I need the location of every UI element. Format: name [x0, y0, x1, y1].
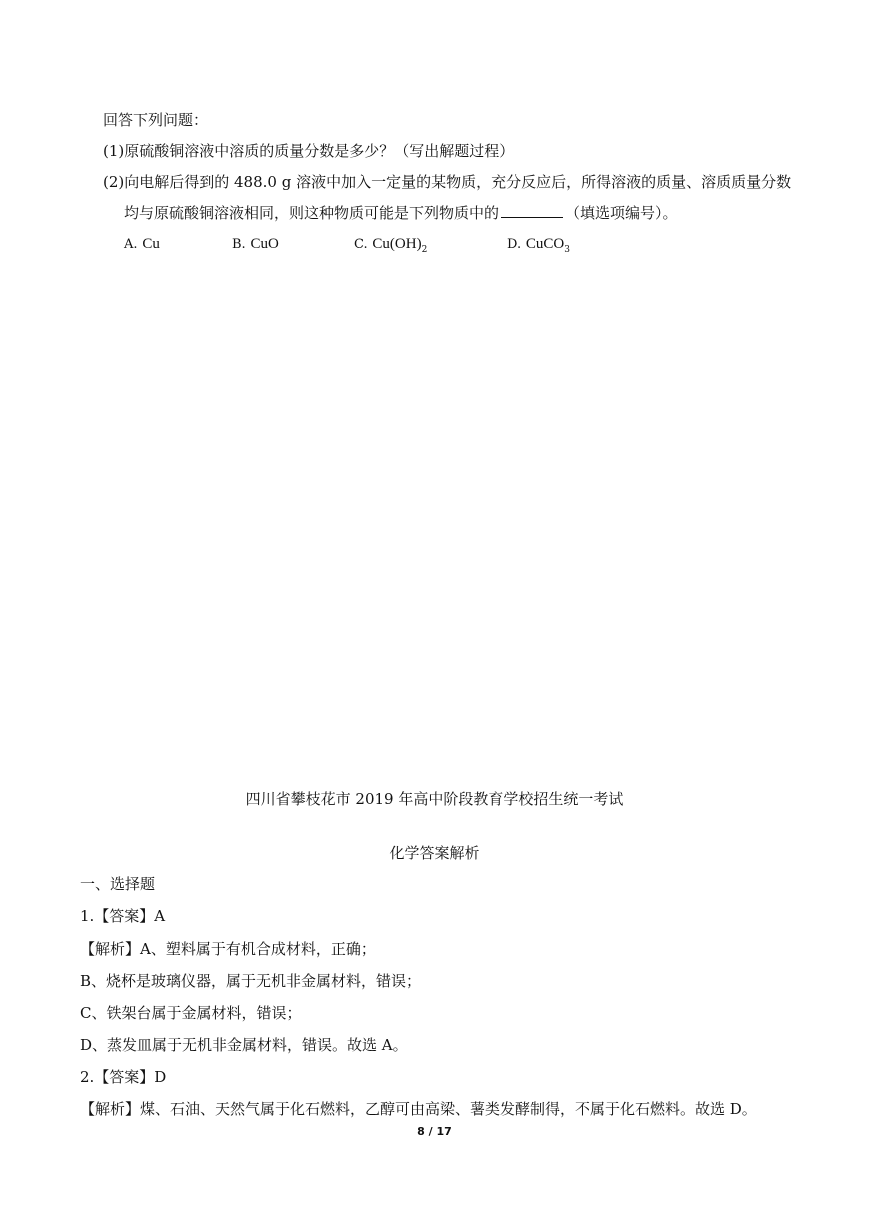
option-subscript: 2	[421, 245, 428, 255]
option-formula: CuCO	[525, 236, 565, 252]
question-2-text-after: （填选项编号）。	[565, 204, 678, 222]
option-formula: Cu(OH)	[372, 236, 422, 252]
section-heading: 一、选择题	[80, 875, 156, 893]
page-number: 8 / 17	[417, 1125, 452, 1138]
option-letter: A.	[124, 237, 138, 252]
answer-1: 1.【答案】A	[80, 907, 166, 925]
option-b	[232, 233, 279, 255]
option-a	[124, 233, 160, 255]
question-intro: 回答下列问题：	[103, 111, 209, 129]
question-1: (1)原硫酸铜溶液中溶质的质量分数是多少？（写出解题过程）	[103, 142, 515, 160]
option-letter: D.	[507, 237, 522, 252]
exam-title: 四川省攀枝花市 2019 年高中阶段教育学校招生统一考试	[245, 790, 624, 808]
answer-subtitle: 化学答案解析	[389, 844, 480, 862]
option-d	[507, 233, 570, 255]
question-2-line-2	[124, 203, 678, 223]
option-letter: C.	[354, 237, 368, 252]
explanation-2: 【解析】煤、石油、天然气属于化石燃料，乙醇可由高梁、薯类发酵制得，不属于化石燃料。故选 D。	[80, 1100, 757, 1118]
option-formula: CuO	[250, 236, 279, 252]
question-2-text-before: 均与原硫酸铜溶液相同，则这种物质可能是下列物质中的	[124, 204, 500, 222]
option-subscript: 3	[564, 245, 570, 255]
option-letter: B.	[232, 237, 246, 252]
explanation-1-line-2: B、烧杯是玻璃仪器，属于无机非金属材料，错误；	[80, 972, 422, 990]
question-2-line-1: (2)向电解后得到的 488.0 g 溶液中加入一定量的某物质，充分反应后，所得溶液的质量、溶质质量分数	[103, 173, 792, 191]
answer-blank	[501, 203, 563, 218]
option-c	[354, 233, 427, 255]
explanation-1-line-1: 【解析】A、塑料属于有机合成材料，正确；	[80, 940, 376, 958]
explanation-1-line-3: C、铁架台属于金属材料，错误；	[80, 1004, 302, 1022]
explanation-1-line-4: D、蒸发皿属于无机非金属材料，错误。故选 A。	[80, 1036, 408, 1054]
option-formula: Cu	[142, 236, 160, 252]
answer-2: 2.【答案】D	[80, 1068, 167, 1086]
